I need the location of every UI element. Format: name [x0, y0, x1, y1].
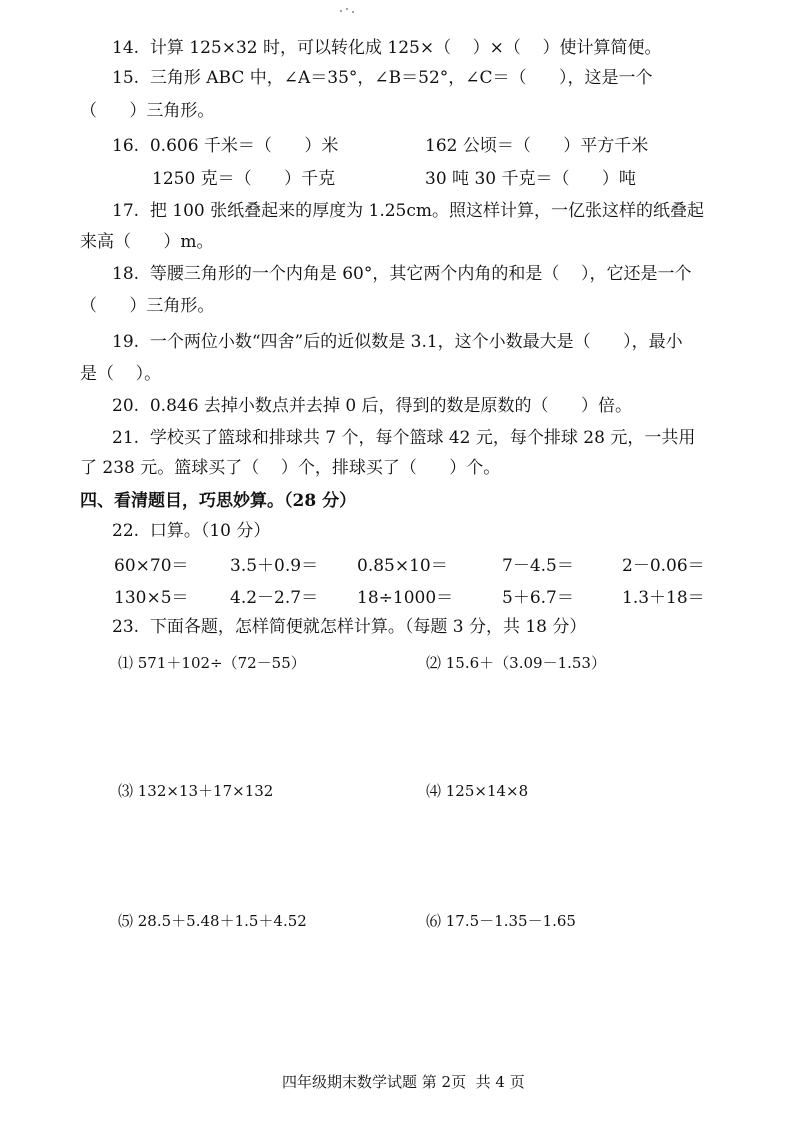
oral-item: 60×70＝: [114, 556, 189, 576]
question-16-part2: 162 公顷＝（ ）平方千米: [425, 136, 649, 156]
oral-item: 5＋6.7＝: [502, 588, 574, 608]
question-15-line2: （ ）三角形。: [80, 101, 215, 121]
oral-item: 130×5＝: [114, 588, 189, 608]
question-16-part1: 16. 0.606 千米＝（ ）米: [112, 136, 339, 156]
oral-item: 4.2－2.7＝: [230, 588, 319, 608]
question-19-line1: 19. 一个两位小数“四舍”后的近似数是 3.1，这个小数最大是（ ），最小: [112, 332, 683, 352]
calc-item-2: ⑵ 15.6＋（3.09－1.53）: [426, 654, 606, 672]
question-17-line2: 来高（ ）m。: [80, 232, 214, 252]
oral-item: 18÷1000＝: [357, 588, 454, 608]
question-16-part4: 30 吨 30 千克＝（ ）吨: [425, 169, 636, 189]
question-22-title: 22. 口算。（10 分）: [112, 521, 271, 541]
question-21-line1: 21. 学校买了篮球和排球共 7 个，每个篮球 42 元，每个排球 28 元，一共用: [112, 428, 696, 448]
question-16-part3: 1250 克＝（ ）千克: [152, 169, 336, 189]
scan-mark: [340, 8, 360, 14]
calc-item-3: ⑶ 132×13＋17×132: [118, 782, 274, 800]
oral-item: 2－0.06＝: [622, 556, 705, 576]
calc-item-6: ⑹ 17.5－1.35－1.65: [426, 912, 576, 930]
page-footer: 四年级期末数学试题 第 2页 共 4 页: [282, 1073, 525, 1091]
oral-item: 1.3＋18＝: [622, 588, 705, 608]
question-14: 14. 计算 125×32 时，可以转化成 125×（ ）×（ ）使计算简便。: [112, 38, 662, 58]
question-19-line2: 是（ ）。: [80, 364, 162, 384]
calc-item-4: ⑷ 125×14×8: [426, 782, 529, 800]
question-23-title: 23. 下面各题，怎样简便就怎样计算。（每题 3 分，共 18 分）: [112, 617, 587, 637]
question-18-line2: （ ）三角形。: [80, 296, 215, 316]
oral-item: 0.85×10＝: [357, 556, 448, 576]
question-21-line2: 了 238 元。篮球买了（ ）个，排球买了（ ）个。: [80, 458, 501, 478]
oral-item: 3.5＋0.9＝: [230, 556, 319, 576]
question-15-line1: 15. 三角形 ABC 中，∠A＝35°，∠B＝52°，∠C＝（ ），这是一个: [112, 68, 653, 88]
calc-item-5: ⑸ 28.5＋5.48＋1.5＋4.52: [118, 912, 307, 930]
question-18-line1: 18. 等腰三角形的一个内角是 60°，其它两个内角的和是（ ），它还是一个: [112, 264, 692, 284]
question-17-line1: 17. 把 100 张纸叠起来的厚度为 1.25cm。照这样计算，一亿张这样的纸叠起: [112, 201, 704, 221]
oral-item: 7－4.5＝: [502, 556, 574, 576]
section-4-heading: 四、看清题目，巧思妙算。（28 分）: [80, 491, 357, 511]
calc-item-1: ⑴ 571＋102÷（72－55）: [118, 654, 306, 672]
question-20: 20. 0.846 去掉小数点并去掉 0 后，得到的数是原数的（ ）倍。: [112, 396, 632, 416]
